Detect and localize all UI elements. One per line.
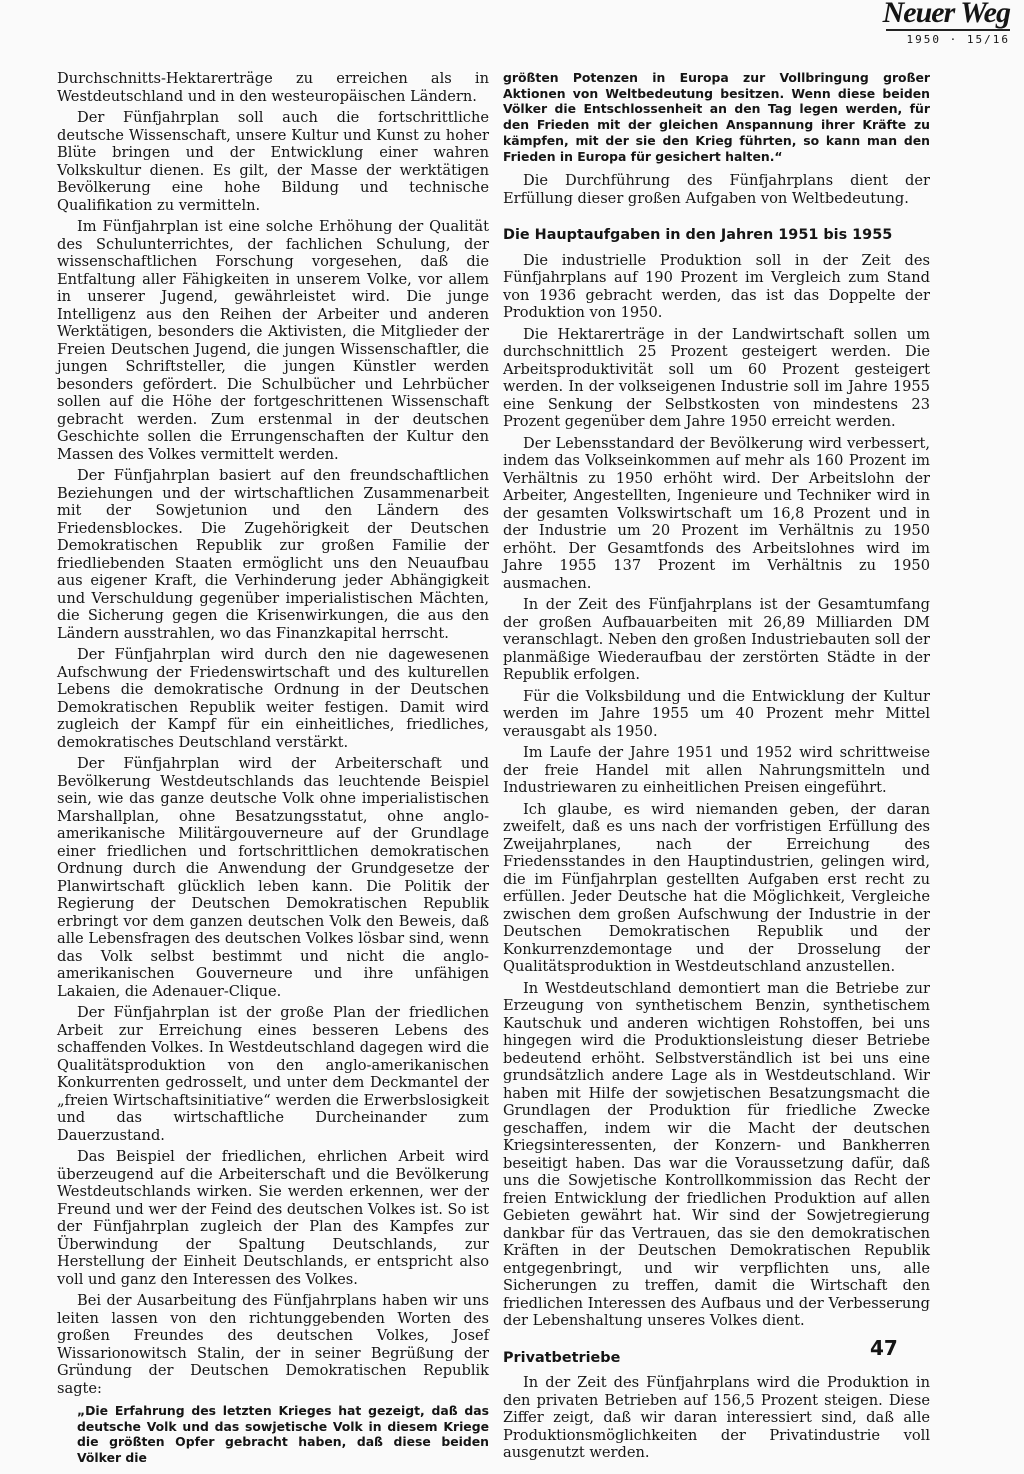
paragraph: In der Zeit des Fünfjahrplans ist der Gesamtumfang der großen Aufbauarbeiten mit 26,89 Milliarden DM veranschlagt. Neben den großen Industriebauten soll der planmäßige Wiederaufbau der zerstörten Städte in der Republik erfolgen. [503, 596, 930, 684]
magazine-title: Neuer Weg [882, 0, 1010, 29]
paragraph: Der Fünfjahrplan ist der große Plan der friedlichen Arbeit zur Erreichung eines besseren Lebens des schaffenden Volkes. In Westdeutschland dagegen wird die Qualitätsproduktion von den anglo-amerikanischen Konkurrenten gedrosselt, und unter dem Deckmantel der „freien Wirtschaftsinitiative“ werden die Erwerbslosigkeit und das wirtschaftliche Durcheinander zum Dauerzustand. [57, 1004, 489, 1144]
masthead [872, 0, 1010, 46]
paragraph: Ich glaube, es wird niemanden geben, der daran zweifelt, daß es uns nach der vorfristigen Erfüllung des Zweijahrplanes, nach der Erreichung des Friedensstandes in den Hauptindustrien, gelingen wird, die im Fünfjahrplan gestellten Aufgaben erst recht zu erfüllen. Jeder Deutsche hat die Möglichkeit, Vergleiche zwischen dem großen Aufschwung der Industrie in der Deutschen Demokratischen Republik und der Konkurrenzdemontage und der Drosselung der Qualitätsproduktion in Westdeutschland anzustellen. [503, 800, 930, 976]
section-heading-main-tasks: Die Hauptaufgaben in den Jahren 1951 bis 1955 [503, 227, 893, 244]
page-number: 47 [870, 1336, 898, 1360]
left-column [57, 70, 489, 1474]
stalin-quote-start: „Die Erfahrung des letzten Krieges hat gezeigt, daß das deutsche Volk und das sowjetische Volk in diesem Kriege die größten Opfer gebracht haben, daß diese beiden Völker die [77, 1403, 489, 1466]
paragraph: Durchschnitts-Hektarerträge zu erreichen als in Westdeutschland und in den westeuropäischen Ländern. [57, 70, 489, 105]
paragraph: Die Durchführung des Fünfjahrplans dient der Erfüllung dieser großen Aufgaben von Weltbedeutung. [503, 172, 930, 207]
paragraph: In Westdeutschland demontiert man die Betriebe zur Erzeugung von synthetischem Benzin, synthetischem Kautschuk und anderen wichtigen Rohstoffen, bei uns hingegen wird die Produktionsleistung dieser Betriebe bedeutend erhöht. Selbstverständlich ist bei uns eine grundsätzlich andere Lage als in Westdeutschland. Wir haben mit Hilfe der sowjetischen Besatzungsmacht die Grundlagen der Produktion für friedliche Zwecke geschaffen, indem wir die Macht der deutschen Kriegsinteressenten, der Konzern- und Bankherren beseitigt haben. Das war die Voraussetzung dafür, daß uns die Sowjetische Kontrollkommission das Recht der freien Entwicklung der friedlichen Produktion auf allen Gebieten gewährt hat. Wir sind der Sowjetregierung dankbar für das Vertrauen, das sie den demokratischen Kräften in der Deutschen Demokratischen Republik entgegenbringt, und wir verpflichten uns, alle Sicherungen zu treffen, damit die Wirtschaft den friedlichen Interessen des Aufbaus und der Verbesserung der Lebenshaltung unseres Volkes dient. [503, 979, 930, 1330]
paragraph: Der Fünfjahrplan wird durch den nie dagewesenen Aufschwung der Friedenswirtschaft und des kulturellen Lebens die demokratische Ordnung in der Deutschen Demokratischen Republik weiter festigen. Damit wird zugleich der Kampf für ein einheitliches, friedliches, demokratisches Deutschland verstärkt. [57, 646, 489, 751]
paragraph: Das Beispiel der friedlichen, ehrlichen Arbeit wird überzeugend auf die Arbeiterschaft und die Bevölkerung Westdeutschlands wirken. Sie werden erkennen, wer der Freund und wer der Feind des deutschen Volkes ist. So ist der Fünfjahrplan zugleich der Plan des Kampfes zur Überwindung der Spaltung Deutschlands, zur Herstellung der Einheit Deutschlands, er entspricht also voll und ganz den Interessen des Volkes. [57, 1148, 489, 1288]
stalin-quote-end: größten Potenzen in Europa zur Vollbringung großer Aktionen von Weltbedeutung besitzen. Wenn diese beiden Völker die Entschlossenheit an den Tag legen werden, für den Frieden mit der gleichen Anspannung ihrer Kräfte zu kämpfen, mit der sie den Krieg führten, so kann man den Frieden in Europa für gesichert halten.“ [503, 70, 930, 164]
paragraph: Bei der Ausarbeitung des Fünfjahrplans haben wir uns leiten lassen von den richtunggebenden Worten des großen Freundes des deutschen Volkes, Josef Wissarionowitsch Stalin, der in seiner Begrüßung der Gründung der Deutschen Demokratischen Republik sagte: [57, 1292, 489, 1397]
section-heading-private-businesses: Privatbetriebe [503, 1349, 621, 1366]
paragraph: Für die Volksbildung und die Entwicklung der Kultur werden im Jahre 1955 um 40 Prozent mehr Mittel verausgabt als 1950. [503, 687, 930, 740]
paragraph: Im Fünfjahrplan ist eine solche Erhöhung der Qualität des Schulunterrichtes, der fachlichen Schulung, der wissenschaftlichen Forschung vorgesehen, daß die Entfaltung aller Fähigkeiten in unserem Volke, vor allem in unserer Jugend, gewährleistet wird. Die junge Intelligenz aus den Reihen der Arbeiter und anderen Werktätigen, besonders die Aktivisten, die Mitglieder der Freien Deutschen Jugend, die jungen Wissenschaftler, die jungen Schriftsteller, die jungen Künstler werden besonders gefördert. Die Schulbücher und Lehrbücher sollen auf die Höhe der fortgeschrittenen Wissenschaft gebracht werden. Zum erstenmal in der deutschen Geschichte sollen die Errungenschaften der Kultur den Massen des Volkes vermittelt werden. [57, 218, 489, 463]
issue-number: 1950 · 15/16 [906, 33, 1010, 46]
paragraph: Der Fünfjahrplan soll auch die fortschrittliche deutsche Wissenschaft, unsere Kultur und Kunst zu hoher Blüte bringen und der Entwicklung einer wahren Volkskultur dienen. Es gilt, der Masse der werktätigen Bevölkerung eine hohe Bildung und technische Qualifikation zu vermitteln. [57, 109, 489, 214]
right-column [503, 70, 930, 1466]
paragraph: Die Hektarerträge in der Landwirtschaft sollen um durchschnittlich 25 Prozent gesteigert werden. Die Arbeitsproduktivität soll um 60 Prozent gesteigert werden. In der volkseigenen Industrie soll im Jahre 1955 eine Senkung der Selbstkosten von mindestens 23 Prozent gegenüber dem Jahre 1950 erreicht werden. [503, 325, 930, 431]
paragraph: Der Fünfjahrplan wird der Arbeiterschaft und Bevölkerung Westdeutschlands das leuchtende Beispiel sein, wie das ganze deutsche Volk ohne imperialistischen Marshallplan, ohne Besatzungsstatut, ohne anglo-amerikanische Militärgouverneure auf der Grundlage einer friedlichen und fortschrittlichen demokratischen Ordnung durch die Anwendung der Grundgesetze der Planwirtschaft glücklich leben kann. Die Politik der Regierung der Deutschen Demokratischen Republik erbringt vor dem ganzen deutschen Volk den Beweis, daß alle Lebensfragen des deutschen Volkes lösbar sind, wenn das Volk selbst bestimmt und nicht die anglo-amerikanischen Gouverneure und ihre unfähigen Lakaien, die Adenauer-Clique. [57, 755, 489, 1000]
paragraph: Der Fünfjahrplan basiert auf den freundschaftlichen Beziehungen und der wirtschaftlichen Zusammenarbeit mit der Sowjetunion und den Ländern des Friedensblockes. Die Zugehörigkeit der Deutschen Demokratischen Republik zur großen Familie der friedliebenden Staaten ermöglicht uns den Neuaufbau aus eigener Kraft, die Verhinderung jeder Abhängigkeit und Verschuldung gegenüber imperialistischen Mächten, die Sicherung gegen die Krisenwirkungen, die aus den Ländern ausstrahlen, wo das Finanzkapital herrscht. [57, 467, 489, 642]
paragraph: Der Lebensstandard der Bevölkerung wird verbessert, indem das Volkseinkommen auf mehr als 160 Prozent im Verhältnis zu 1950 erhöht wird. Der Arbeitslohn der Arbeiter, Angestellten, Ingenieure und Techniker wird in der gesamten Volkswirtschaft um 16,8 Prozent und in der Industrie um 20 Prozent im Verhältnis zu 1950 erhöht. Der Gesamtfonds des Arbeitslohnes wird im Jahre 1955 137 Prozent im Verhältnis zu 1950 ausmachen. [503, 434, 930, 592]
masthead-rule [886, 29, 1010, 31]
paragraph: Die industrielle Produktion soll in der Zeit des Fünfjahrplans auf 190 Prozent im Vergleich zum Stand von 1936 gebracht werden, das ist das Doppelte der Produktion von 1950. [503, 251, 930, 322]
paragraph: Im Laufe der Jahre 1951 und 1952 wird schrittweise der freie Handel mit allen Nahrungsmitteln und Industriewaren zu einheitlichen Preisen eingeführt. [503, 744, 930, 797]
paragraph: In der Zeit des Fünfjahrplans wird die Produktion in den privaten Betrieben auf 156,5 Prozent steigen. Diese Ziffer zeigt, daß wir daran interessiert sind, daß alle Produktionsmöglichkeiten der Privatindustrie voll ausgenutzt werden. [503, 1374, 930, 1462]
